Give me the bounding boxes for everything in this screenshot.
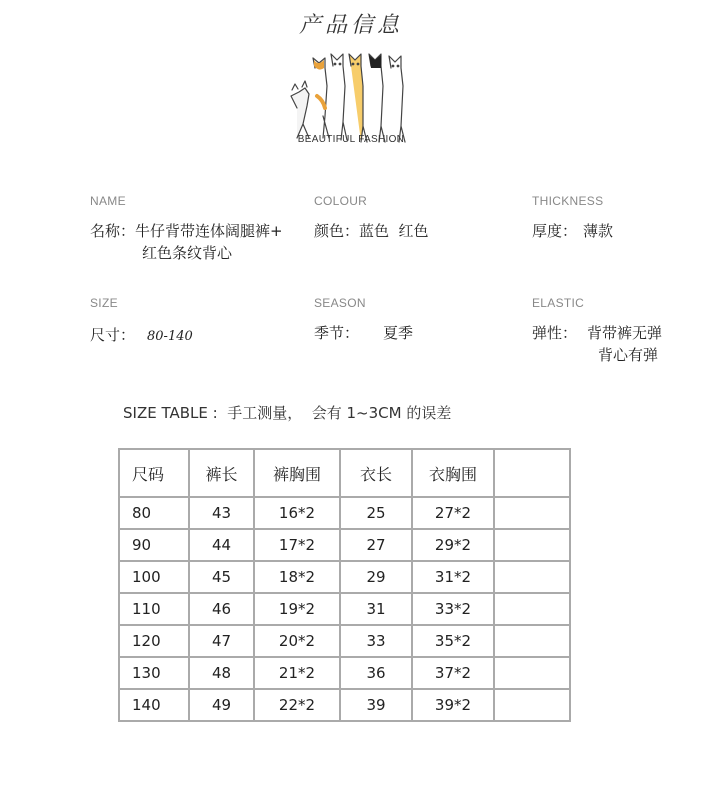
header-cell: 裤长 [189,449,254,497]
size-value [90,324,193,348]
table-row [119,625,570,657]
table-cell: 16*2 [254,497,340,529]
table-cell: 29 [340,561,412,593]
name-value [90,220,283,242]
table-cell [494,657,570,689]
name-key: 名称： [90,222,136,240]
season-key: 季节： [314,324,360,342]
elastic-text-line1: 背带裤无弹 [587,324,663,342]
table-cell [494,529,570,561]
table-cell [494,593,570,625]
table-cell: 43 [189,497,254,529]
table-cell: 22*2 [254,689,340,721]
table-cell: 90 [119,529,189,561]
thickness-key: 厚度： [532,222,578,240]
table-cell: 19*2 [254,593,340,625]
table-cell: 49 [189,689,254,721]
size-text: 80-140 [147,329,193,344]
table-row [119,689,570,721]
brand-name: BEAUTIFUL FASHION [297,134,405,145]
header-cell [494,449,570,497]
table-cell: 25 [340,497,412,529]
table-cell: 39 [340,689,412,721]
table-cell: 21*2 [254,657,340,689]
table-cell [494,689,570,721]
elastic-key: 弹性： [532,324,578,342]
table-row [119,657,570,689]
header-cell: 裤胸围 [254,449,340,497]
table-cell: 47 [189,625,254,657]
size-key: 尺寸： [90,326,136,344]
table-cell: 48 [189,657,254,689]
table-cell: 46 [189,593,254,625]
table-header-row [119,449,570,497]
table-cell: 31 [340,593,412,625]
table-cell: 29*2 [412,529,494,561]
name-value-line1: 牛仔背带连体阔腿裤+ [135,222,283,240]
table-cell: 120 [119,625,189,657]
table-cell: 17*2 [254,529,340,561]
table-row [119,561,570,593]
table-cell: 31*2 [412,561,494,593]
size-table [118,448,571,722]
table-cell [494,497,570,529]
table-row [119,497,570,529]
elastic-label: ELASTIC [532,296,585,310]
table-cell: 80 [119,497,189,529]
name-value-line2: 红色条纹背心 [142,244,233,262]
table-cell: 130 [119,657,189,689]
table-cell: 100 [119,561,189,593]
header-cell: 衣长 [340,449,412,497]
table-cell: 37*2 [412,657,494,689]
season-text: 夏季 [383,324,414,342]
table-cell: 39*2 [412,689,494,721]
elastic-value [532,322,662,344]
header-cell: 尺码 [119,449,189,497]
page-title: 产品信息 [298,13,403,38]
elastic-value-line2: 背心有弹 [598,346,659,364]
table-cell: 33*2 [412,593,494,625]
table-cell: 36 [340,657,412,689]
name-label: NAME [90,194,126,208]
table-cell: 18*2 [254,561,340,593]
season-value [314,322,413,344]
table-cell: 44 [189,529,254,561]
thickness-value [532,220,613,242]
size-label: SIZE [90,296,118,310]
thickness-text: 薄款 [583,222,614,240]
colour-label: COLOUR [314,194,368,208]
season-label: SEASON [314,296,366,310]
size-table-title: SIZE TABLE : 手工测量， 会有 1~3CM 的误差 [123,404,452,422]
colour-text: 蓝色 红色 [359,222,429,240]
table-cell [494,561,570,593]
table-cell: 27 [340,529,412,561]
colour-key: 颜色： [314,222,360,240]
colour-value [314,220,429,242]
table-cell [494,625,570,657]
header-cell: 衣胸围 [412,449,494,497]
table-cell: 20*2 [254,625,340,657]
thickness-label: THICKNESS [532,194,604,208]
table-row [119,593,570,625]
table-cell: 35*2 [412,625,494,657]
table-cell: 45 [189,561,254,593]
table-row [119,529,570,561]
table-cell: 33 [340,625,412,657]
table-cell: 27*2 [412,497,494,529]
table-cell: 140 [119,689,189,721]
table-cell: 110 [119,593,189,625]
